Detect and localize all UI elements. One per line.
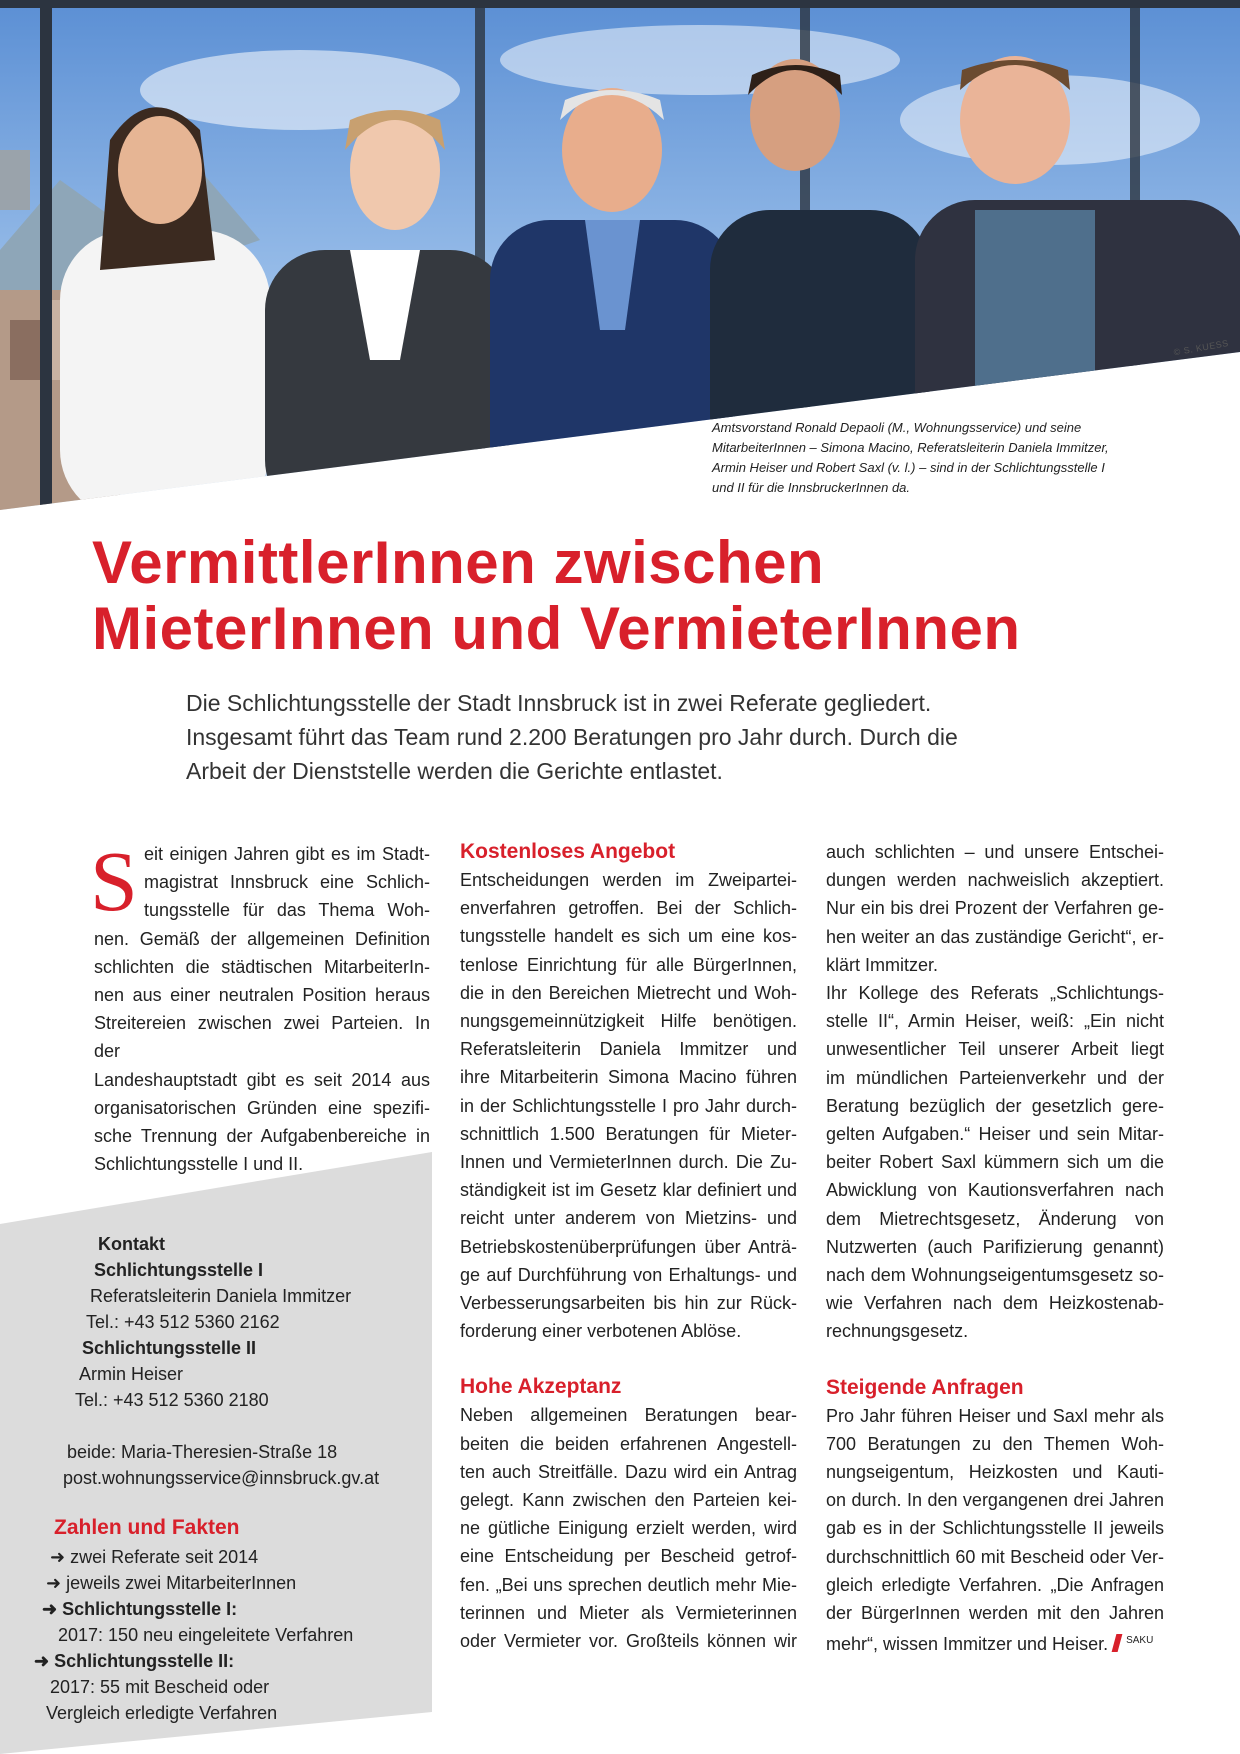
- body-line: ständigkeit ist im Gesetz klar definiert und: [460, 1180, 797, 1201]
- body-line: enverfahren getroffen. Bei der Schlich-: [460, 898, 797, 919]
- body-line: Beratung bezüglich der gesetzlich gere-: [826, 1095, 1164, 1116]
- body-line: Entscheidungen werden im Zweipartei-: [460, 870, 797, 890]
- body-line: stelle II“, Armin Heiser, weiß: „Ein nicht: [826, 1011, 1164, 1032]
- body-line: reicht unter anderem von Mietzins- und: [460, 1208, 797, 1229]
- fact-item: ➜ zwei Referate seit 2014: [50, 1547, 259, 1567]
- body-line: Streitereien zwischen zwei Parteien. In der: [94, 1013, 430, 1062]
- lead-line: Insgesamt führt das Team rund 2.200 Beratungen pro Jahr durch. Durch die: [186, 724, 958, 750]
- paragraph-gap: [826, 1346, 1164, 1374]
- fact-item: Vergleich erledigte Verfahren: [46, 1703, 278, 1723]
- body-line: schnittlich 1.500 Beratungen für Mieter-: [460, 1123, 797, 1144]
- body-line: in der Schlichtungsstelle I pro Jahr durch-: [460, 1095, 797, 1116]
- body-line: nen. Gemäß der allgemeinen Definition: [94, 928, 430, 949]
- body-line: magistrat Innsbruck eine Schlich-: [144, 872, 430, 893]
- body-line: gelten Aufgaben.“ Heiser und sein Mitar-: [826, 1124, 1164, 1145]
- body-line: beiten die beiden erfahrenen Angestell-: [460, 1433, 797, 1454]
- body-line-final: [826, 1627, 1164, 1658]
- body-line: ten auch Streitfälle. Dazu wird ein Antrag: [460, 1461, 797, 1482]
- end-mark-icon: [1112, 1634, 1123, 1652]
- subheading-steigende-anfragen: Steigende Anfragen: [826, 1375, 1024, 1399]
- info-box: [0, 0, 432, 1754]
- body-line: ge auf Durchführung von Erhaltungs- und: [460, 1264, 797, 1285]
- article-column-2: [460, 838, 797, 1655]
- body-line: wie Verfahren nach dem Heizkostenab-: [826, 1293, 1164, 1314]
- body-line: nungseigentum, Heizkosten und Kauti-: [826, 1462, 1164, 1483]
- fact-item: ➜ Schlichtungsstelle II:: [34, 1651, 235, 1671]
- office-2-title: Schlichtungsstelle II: [82, 1338, 257, 1358]
- body-line: Abwicklung von Kautionsverfahren nach: [826, 1180, 1164, 1201]
- body-line: terinnen und Mieter als Vermieterinnen: [460, 1602, 797, 1623]
- office-1-title: Schlichtungsstelle I: [94, 1260, 264, 1280]
- body-line: durchschnittlich 60 mit Bescheid oder Ver-: [826, 1546, 1164, 1567]
- article-column-3: [826, 838, 1164, 1658]
- body-line: Betriebskostenüberprüfungen über Anträ-: [460, 1236, 797, 1257]
- photo-credit: © S. KUESS: [1173, 338, 1230, 358]
- drop-cap: S: [90, 833, 138, 929]
- body-line: nen aus einer neutralen Position heraus: [94, 985, 430, 1006]
- address: beide: Maria-Theresien-Straße 18: [67, 1442, 338, 1462]
- body-line: tungsstelle für das Thema Woh-: [144, 900, 430, 921]
- email-link[interactable]: post.wohnungsservice@innsbruck.gv.at: [63, 1468, 380, 1488]
- body-line: Ihr Kollege des Referats „Schlichtungs-: [826, 983, 1164, 1004]
- body-line: dem Mietrechtsgesetz, Änderung von: [826, 1208, 1164, 1229]
- body-line: organisatorischen Gründen eine spezifi-: [94, 1097, 430, 1118]
- headline-line: VermittlerInnen zwischen: [92, 529, 825, 596]
- body-line: forderung einer verbotenen Ablöse.: [460, 1321, 742, 1342]
- body-line: Referatsleiterin Daniela Immitzer und: [460, 1039, 797, 1060]
- office-2-person: Armin Heiser: [79, 1364, 184, 1384]
- body-line: fen. „Bei uns sprechen deutlich mehr Mie-: [460, 1574, 797, 1595]
- body-line: gleich erledigte Verfahren. „Die Anfragen: [826, 1574, 1164, 1595]
- body-line: rechnungsgesetz.: [826, 1321, 969, 1342]
- headline-line: MieterInnen und VermieterInnen: [92, 595, 1021, 662]
- body-line-text: mehr“, wissen Immitzer und Heiser.: [826, 1634, 1109, 1655]
- body-line: klärt Immitzer.: [826, 954, 939, 975]
- paragraph-gap: [460, 1345, 797, 1373]
- caption-line: und II für die InnsbruckerInnen da.: [712, 480, 911, 495]
- author-initials: SAKU: [1126, 1635, 1154, 1647]
- subheading-kostenloses-angebot: Kostenloses Angebot: [460, 840, 676, 863]
- body-line: gelegt. Kann zwischen den Parteien kei-: [460, 1490, 797, 1511]
- body-line: die in den Bereichen Mietrecht und Woh-: [460, 982, 797, 1003]
- fact-item: 2017: 55 mit Bescheid oder: [50, 1677, 270, 1697]
- body-line: nach dem Wohnungseigentumsgesetz so-: [826, 1265, 1164, 1286]
- fact-item: 2017: 150 neu eingeleitete Verfahren: [58, 1625, 354, 1645]
- body-line: Innen und VermieterInnen durch. Die Zu-: [460, 1152, 797, 1173]
- body-line: tungsstelle handelt es sich um eine kos-: [460, 926, 797, 947]
- body-line: Verbesserungsarbeiten bis hin zur Rück-: [460, 1293, 797, 1314]
- body-line: sche Trennung der Aufgabenbereiche in: [94, 1126, 430, 1147]
- office-1-person: Referatsleiterin Daniela Immitzer: [90, 1286, 352, 1306]
- body-line: der BürgerInnen werden mit den Jahren: [826, 1603, 1164, 1624]
- body-line: Neben allgemeinen Beratungen bear-: [460, 1405, 797, 1426]
- body-line: im mündlichen Parteienverkehr und der: [826, 1067, 1164, 1088]
- lead-line: Die Schlichtungsstelle der Stadt Innsbruck ist in zwei Referate gegliedert.: [186, 690, 932, 716]
- body-line: gab es in der Schlichtungsstelle II jeweils: [826, 1518, 1164, 1539]
- body-line: ihre Mitarbeiterin Simona Macino führen: [460, 1067, 797, 1088]
- office-2-phone: Tel.: +43 512 5360 2180: [75, 1390, 269, 1410]
- fact-item: ➜ Schlichtungsstelle I:: [42, 1599, 238, 1619]
- lead-line: Arbeit der Dienststelle werden die Gerichte entlastet.: [186, 758, 723, 784]
- body-line: on durch. In den vergangenen drei Jahren: [826, 1490, 1164, 1511]
- body-line: eit einigen Jahren gibt es im Stadt-: [144, 844, 430, 864]
- contact-title: Kontakt: [98, 1234, 165, 1254]
- body-line: dungen werden nachweislich akzeptiert.: [826, 870, 1164, 891]
- body-line: nungsgemeinnützigkeit Hilfe benötigen.: [460, 1011, 797, 1032]
- body-line: Nur ein bis drei Prozent der Verfahren ge-: [826, 898, 1164, 919]
- body-line: Nutzwerten (auch Parifizierung genannt): [826, 1236, 1164, 1257]
- body-line: schlichten die städtischen MitarbeiterIn-: [94, 956, 430, 977]
- office-1-phone: Tel.: +43 512 5360 2162: [86, 1312, 280, 1332]
- body-line: tenlose Einrichtung für alle BürgerInnen,: [460, 954, 797, 975]
- photo-caption: [712, 418, 1152, 498]
- body-line: oder Vermieter vor. Großteils können wir: [460, 1631, 797, 1652]
- caption-line: Amtsvorstand Ronald Depaoli (M., Wohnungsservice) und seine: [712, 420, 1082, 435]
- body-line: beiter Robert Saxl kümmern sich um die: [826, 1152, 1164, 1173]
- body-line: auch schlichten – und unsere Entschei-: [826, 842, 1164, 862]
- body-line: Pro Jahr führen Heiser und Saxl mehr als: [826, 1405, 1164, 1426]
- caption-line: Armin Heiser und Robert Saxl (v. l.) – sind in der Schlichtungsstelle I: [712, 460, 1105, 475]
- body-line: Schlichtungsstelle I und II.: [94, 1154, 304, 1175]
- caption-line: MitarbeiterInnen – Simona Macino, Referatsleiterin Daniela Immitzer,: [712, 440, 1109, 455]
- body-line: Landeshauptstadt gibt es seit 2014 aus: [94, 1069, 430, 1090]
- body-line: unwesentlicher Teil unserer Arbeit liegt: [826, 1039, 1164, 1060]
- body-line: ne gütliche Einigung erzielt werden, wird: [460, 1518, 797, 1539]
- facts-title: Zahlen und Fakten: [54, 1516, 240, 1539]
- body-line: 700 Beratungen zu den Themen Woh-: [826, 1433, 1164, 1454]
- body-line: eine Entscheidung per Bescheid getrof-: [460, 1546, 797, 1567]
- body-line: hen weiter an das zuständige Gericht“, er-: [826, 926, 1164, 947]
- fact-item: ➜ jeweils zwei MitarbeiterInnen: [46, 1573, 297, 1593]
- subheading-hohe-akzeptanz: Hohe Akzeptanz: [460, 1375, 622, 1399]
